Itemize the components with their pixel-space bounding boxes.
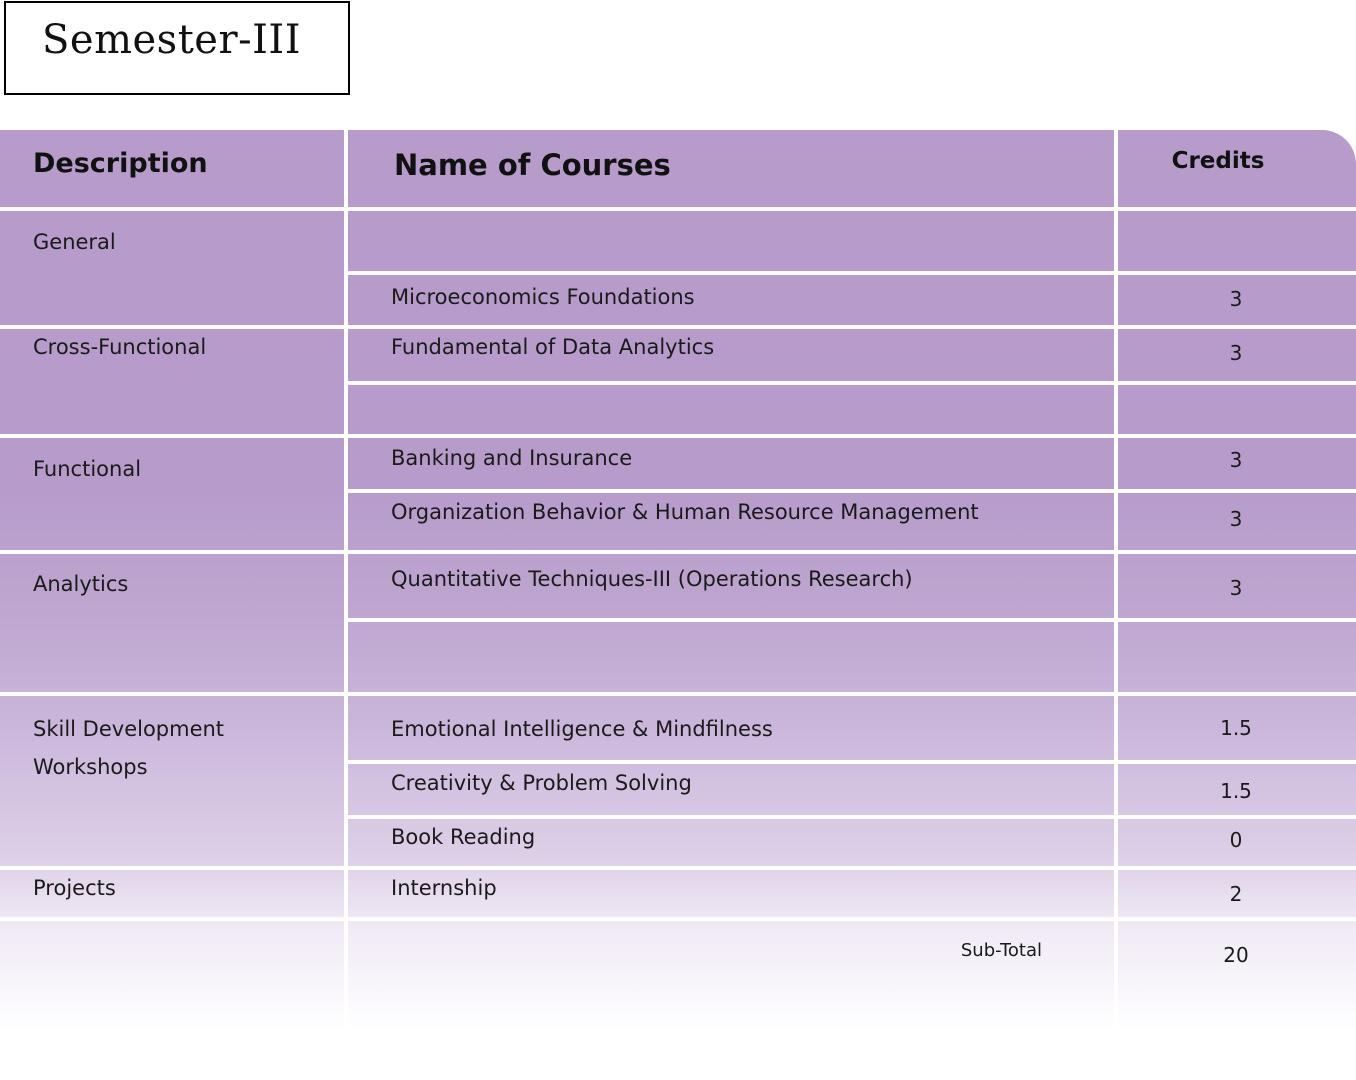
- course-name: Quantitative Techniques-III (Operations Research): [391, 567, 913, 591]
- credit-value: 2: [1229, 882, 1243, 906]
- row-divider: [344, 618, 1356, 622]
- course-name: Book Reading: [391, 825, 536, 849]
- courses-table: [0, 130, 1356, 1030]
- course-name: Creativity & Problem Solving: [391, 771, 692, 795]
- credit-value: 3: [1229, 287, 1243, 311]
- course-name: Fundamental of Data Analytics: [391, 335, 715, 359]
- row-divider: [0, 207, 1356, 211]
- row-divider: [344, 381, 1356, 385]
- row-divider: [0, 325, 1356, 329]
- description-cross-functional: Cross-Functional: [33, 335, 207, 359]
- description-functional: Functional: [33, 457, 142, 481]
- row-divider: [0, 434, 1356, 438]
- row-divider: [344, 815, 1356, 819]
- credit-value: 3: [1229, 507, 1243, 531]
- row-divider: [344, 760, 1356, 764]
- credit-value: 0: [1229, 828, 1243, 852]
- course-name: Internship: [391, 876, 497, 900]
- header-credits: Credits: [1171, 148, 1265, 174]
- course-name: Microeconomics Foundations: [391, 285, 695, 309]
- credit-value: 3: [1229, 341, 1243, 365]
- row-divider: [0, 866, 1356, 870]
- course-name: Emotional Intelligence & Mindfilness: [391, 717, 773, 741]
- row-divider: [0, 692, 1356, 696]
- course-name: Organization Behavior & Human Resource Management: [391, 500, 979, 524]
- description-skill-development: Skill Development Workshops: [33, 717, 225, 779]
- row-divider: [0, 917, 1356, 921]
- header-description: Description: [33, 148, 208, 179]
- description-analytics: Analytics: [33, 572, 129, 596]
- row-divider: [0, 550, 1356, 554]
- semester-title-box: [4, 1, 350, 95]
- course-name: Banking and Insurance: [391, 446, 633, 470]
- credit-value: 3: [1229, 576, 1243, 600]
- row-divider: [344, 271, 1356, 275]
- header-courses: Name of Courses: [394, 148, 671, 182]
- credit-value: 1.5: [1220, 779, 1252, 803]
- description-projects: Projects: [33, 876, 116, 900]
- description-general: General: [33, 230, 116, 254]
- subtotal-value: 20: [1223, 943, 1249, 967]
- row-divider: [344, 489, 1356, 493]
- column-divider: [344, 130, 348, 1030]
- subtotal-label: Sub-Total: [960, 940, 1042, 961]
- credit-value: 1.5: [1220, 716, 1252, 740]
- credit-value: 3: [1229, 448, 1243, 472]
- page-title: Semester-III: [42, 17, 301, 63]
